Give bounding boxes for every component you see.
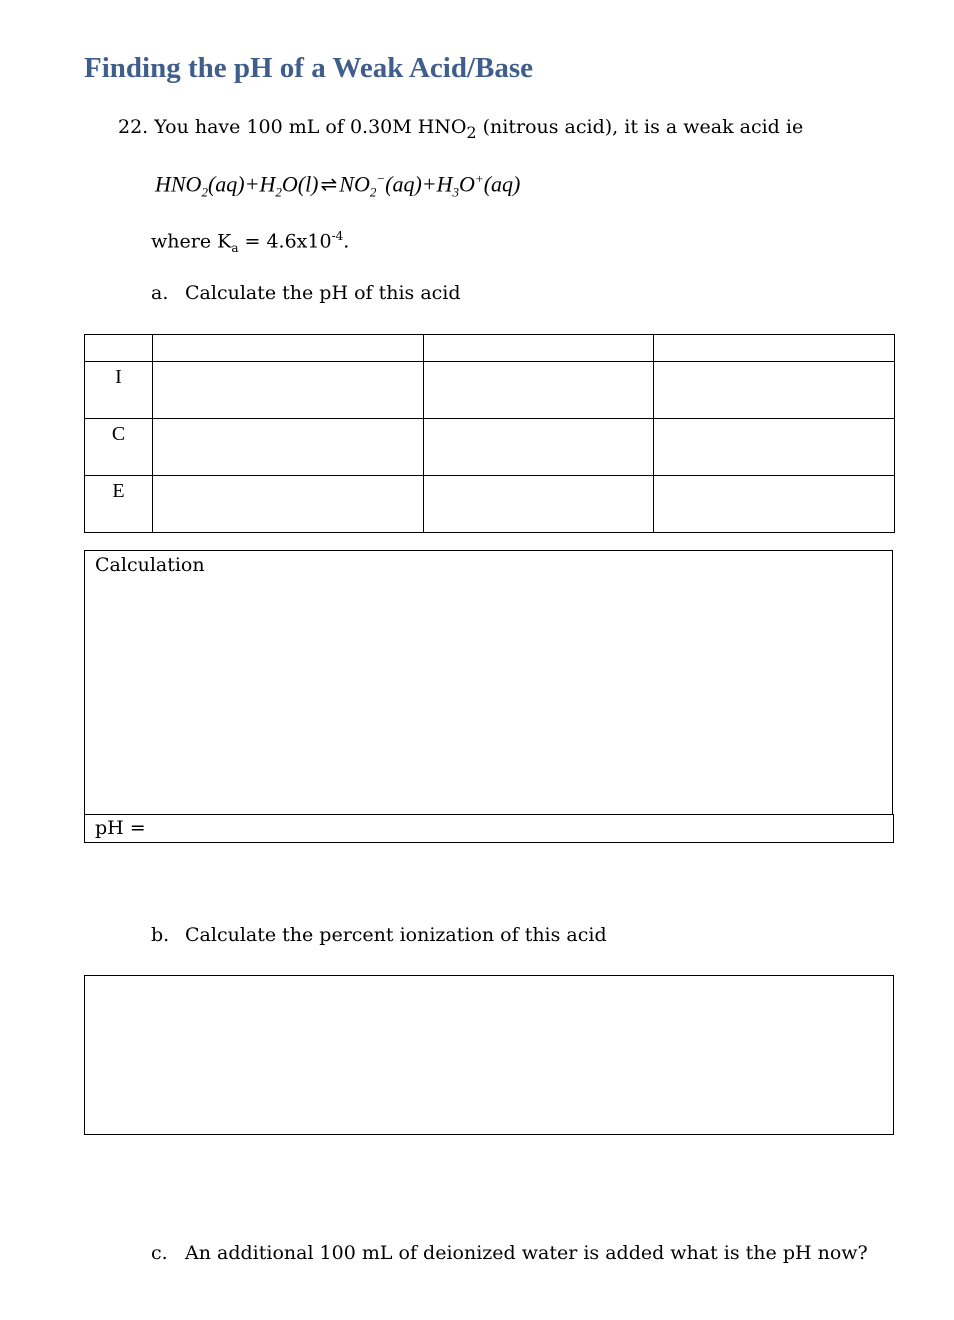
part-c (151, 1242, 868, 1264)
eq-product2-sub: 3 (452, 184, 460, 200)
calculation-label: Calculation (95, 554, 205, 576)
eq-product2-a: H (436, 171, 453, 197)
question-subscript: 2 (466, 122, 477, 142)
ice-row-label: I (85, 362, 153, 419)
question-number: 22. (118, 116, 149, 138)
ice-cell[interactable] (654, 476, 895, 533)
part-a (151, 282, 461, 304)
eq-reactant2-sub: 2 (275, 184, 282, 200)
eq-product1-state: (aq) (385, 171, 422, 197)
ka-sub: a (231, 241, 239, 256)
part-a-letter: a. (151, 282, 169, 304)
ice-row-label: C (85, 419, 153, 476)
ice-table (84, 334, 895, 533)
question-text (118, 116, 803, 142)
calculation-box[interactable] (84, 550, 893, 814)
eq-reactant1-state: (aq) (207, 171, 245, 197)
ice-row-change (85, 419, 895, 476)
ka-suffix: . (343, 230, 350, 253)
ice-cell[interactable] (654, 362, 895, 419)
ice-cell[interactable] (424, 362, 654, 419)
eq-product1-sup: − (376, 171, 386, 186)
ka-exp: -4 (331, 229, 344, 243)
ice-header-cell[interactable] (654, 335, 895, 362)
ka-prefix: where K (151, 230, 232, 253)
eq-plus1: + (244, 171, 260, 197)
eq-product2-state: (aq) (483, 171, 521, 197)
ice-header-cell[interactable] (424, 335, 654, 362)
ice-row-equilibrium (85, 476, 895, 533)
ice-header-cell[interactable] (153, 335, 424, 362)
ice-cell[interactable] (654, 419, 895, 476)
ice-header-cell[interactable] (85, 335, 153, 362)
eq-product1: NO (339, 171, 370, 197)
eq-product1-sub: 2 (369, 184, 377, 200)
eq-plus2: + (421, 171, 437, 197)
ice-cell[interactable] (153, 419, 424, 476)
ph-label: pH = (95, 817, 146, 839)
ice-row-label: E (85, 476, 153, 533)
eq-reactant1: HNO (155, 171, 202, 197)
question-text-after: (nitrous acid), it is a weak acid ie (476, 116, 804, 138)
part-c-text: An additional 100 mL of deionized water is added what is the pH now? (185, 1242, 868, 1264)
ice-cell[interactable] (424, 419, 654, 476)
ka-statement (151, 229, 349, 255)
part-c-letter: c. (151, 1242, 168, 1264)
ice-cell[interactable] (153, 362, 424, 419)
eq-reactant2-a: H (259, 171, 276, 197)
percent-ionization-box[interactable] (84, 975, 894, 1135)
ka-middle: = 4.6x10 (238, 230, 332, 253)
question-text-before: You have 100 mL of 0.30M HNO (154, 116, 467, 138)
ice-cell[interactable] (153, 476, 424, 533)
part-b (151, 924, 607, 946)
eq-product2-b: O (459, 171, 475, 197)
part-b-letter: b. (151, 924, 170, 946)
eq-product2-sup: + (474, 171, 484, 186)
chemical-equation (155, 171, 520, 201)
ice-header-row (85, 335, 895, 362)
eq-reactant1-sub: 2 (201, 184, 208, 200)
part-b-text: Calculate the percent ionization of this acid (185, 924, 607, 946)
ph-answer-box[interactable] (84, 814, 894, 843)
page-title: Finding the pH of a Weak Acid/Base (84, 52, 534, 84)
ice-cell[interactable] (424, 476, 654, 533)
eq-reactant2-b: O(l) (281, 171, 319, 197)
ice-row-initial (85, 362, 895, 419)
equilibrium-arrow-icon: ⇌ (320, 174, 338, 197)
part-a-text: Calculate the pH of this acid (185, 282, 461, 304)
